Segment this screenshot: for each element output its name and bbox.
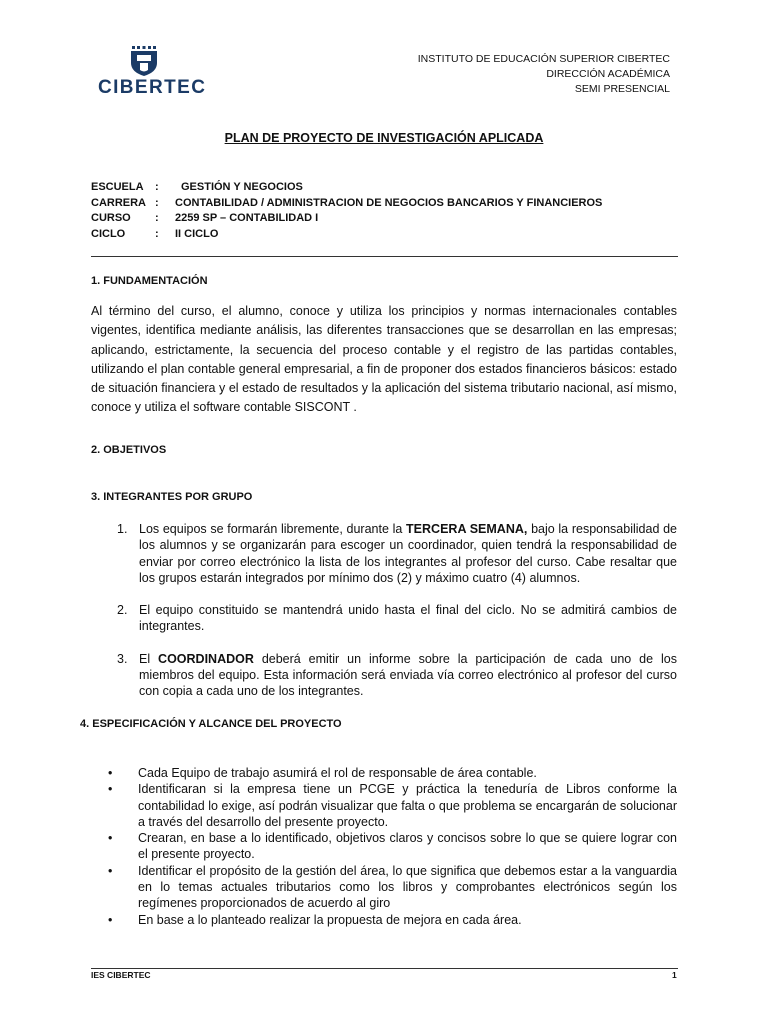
info-row — [91, 227, 602, 243]
info-key: CURSO — [91, 212, 131, 224]
footer-divider — [91, 968, 678, 969]
info-row — [91, 211, 602, 227]
info-key: CICLO — [91, 227, 126, 240]
info-sep: : — [155, 196, 159, 209]
info-key: CARRERA — [91, 196, 146, 209]
bullet-item — [108, 863, 677, 912]
info-sep: : — [155, 227, 159, 240]
bullet-item — [108, 830, 677, 863]
list-text: deberá emitir un informe sobre la participación de cada uno de los miembros del equipo. Esta información será enviada vía correo electrónico al profesor del curso con copia a cada uno de los integrantes. — [139, 651, 677, 699]
list-text-bold: COORDINADOR — [158, 651, 254, 666]
info-row — [91, 196, 602, 212]
bullet-icon: • — [108, 766, 113, 780]
bullet-icon: • — [108, 782, 113, 797]
bullet-icon: • — [108, 831, 113, 846]
footer-label: IES CIBERTEC — [91, 970, 151, 980]
list-item — [91, 602, 677, 635]
list-number: 2. — [117, 603, 128, 618]
bullet-text: Crearan, en base a lo identificado, objetivos claros y concisos sobre lo que se quiere lograr con el presente proyecto. — [138, 831, 677, 862]
list-text: bajo la responsabilidad de los alumnos y se organizarán para escoger un coordinador, quien tendrá la responsabilidad de enviar por correo electrónico la lista de los integrantes al profesor del curso. Cabe resaltar que los grupos estarán integrados por mínimo dos (2) y máximo cuatro (4) alumnos. — [139, 522, 677, 585]
bullet-text: Identificaran si la empresa tiene un PCGE y práctica la teneduría de Libros conforme la contabilidad lo exige, así podrán visualizar que falta o que problema se encargarán de solucionar a través del desarrollo del presente proyecto. — [138, 782, 677, 829]
section-1-heading: 1. FUNDAMENTACIÓN — [91, 275, 208, 287]
section-4-heading: 4. ESPECIFICACIÓN Y ALCANCE DEL PROYECTO — [80, 718, 342, 730]
info-value: II CICLO — [175, 227, 219, 240]
bullet-item — [108, 765, 677, 781]
bullet-icon: • — [108, 863, 113, 878]
section-1-body: Al término del curso, el alumno, conoce y utiliza los principios y normas internacionales contables vigentes, identifica mediante análisis, las diferentes transacciones que se desarrollan en las empresas; aplicando, estrictamente, la secuencia del proceso contable y el registro de las partidas contables, utilizando el plan contable general empresarial, a fin de proponer dos estados financieros básicos: estado de situación financiera y el estado de resultados y la aplicación del sistema tributario nacional, así mismo, conoce y utiliza el software contable SISCONT . — [91, 304, 677, 415]
document-title: PLAN DE PROYECTO DE INVESTIGACIÓN APLICADA — [224, 131, 544, 145]
logo-text: CIBERTEC — [98, 77, 207, 98]
info-sep: : — [155, 181, 159, 193]
bullet-item — [108, 781, 677, 830]
list-item — [91, 651, 677, 700]
list-text: El — [139, 651, 159, 666]
page-number: 1 — [672, 970, 677, 980]
info-value: GESTIÓN Y NEGOCIOS — [181, 181, 303, 193]
info-sep: : — [155, 212, 159, 224]
header-divider — [91, 256, 678, 257]
bullet-text: Cada Equipo de trabajo asumirá el rol de responsable de área contable. — [138, 766, 537, 780]
list-number: 1. — [117, 522, 128, 536]
header-institution-block — [418, 52, 670, 97]
info-value: CONTABILIDAD / ADMINISTRACION DE NEGOCIOS BANCARIOS Y FINANCIEROS — [175, 196, 603, 209]
info-row — [91, 180, 602, 196]
cibertec-logo — [98, 46, 207, 100]
list-text: El equipo constituido se mantendrá unido hasta el final del ciclo. No se admitirá cambios de integrantes. — [139, 603, 677, 634]
course-info — [91, 180, 602, 242]
shield-icon — [127, 46, 161, 76]
bullet-text: Identificar el propósito de la gestión del área, lo que significa que debemos estar a la vanguardia en lo temas actuales tributarios como los libros y comprobantes electrónicos según los regímenes proporcionados de acuerdo al giro — [138, 863, 677, 911]
section-3-heading: 3. INTEGRANTES POR GRUPO — [91, 491, 253, 503]
list-text: Los equipos se formarán libremente, durante la — [139, 522, 407, 536]
bullet-icon: • — [108, 912, 113, 927]
list-item — [91, 521, 677, 586]
section-4-bullets — [108, 765, 677, 928]
info-value: 2259 SP – CONTABILIDAD I — [175, 212, 319, 224]
list-text-bold: TERCERA SEMANA, — [406, 522, 528, 536]
bullet-item — [108, 912, 677, 928]
direction-name: DIRECCIÓN ACADÉMICA — [546, 68, 670, 80]
study-mode: SEMI PRESENCIAL — [574, 83, 670, 95]
section-3-list — [91, 521, 677, 700]
info-key: ESCUELA — [91, 181, 144, 193]
section-2-heading: 2. OBJETIVOS — [91, 444, 167, 456]
bullet-text: En base a lo planteado realizar la propuesta de mejora en cada área. — [138, 912, 522, 927]
institution-name: INSTITUTO DE EDUCACIÓN SUPERIOR CIBERTEC — [417, 53, 670, 65]
list-number: 3. — [117, 651, 128, 666]
